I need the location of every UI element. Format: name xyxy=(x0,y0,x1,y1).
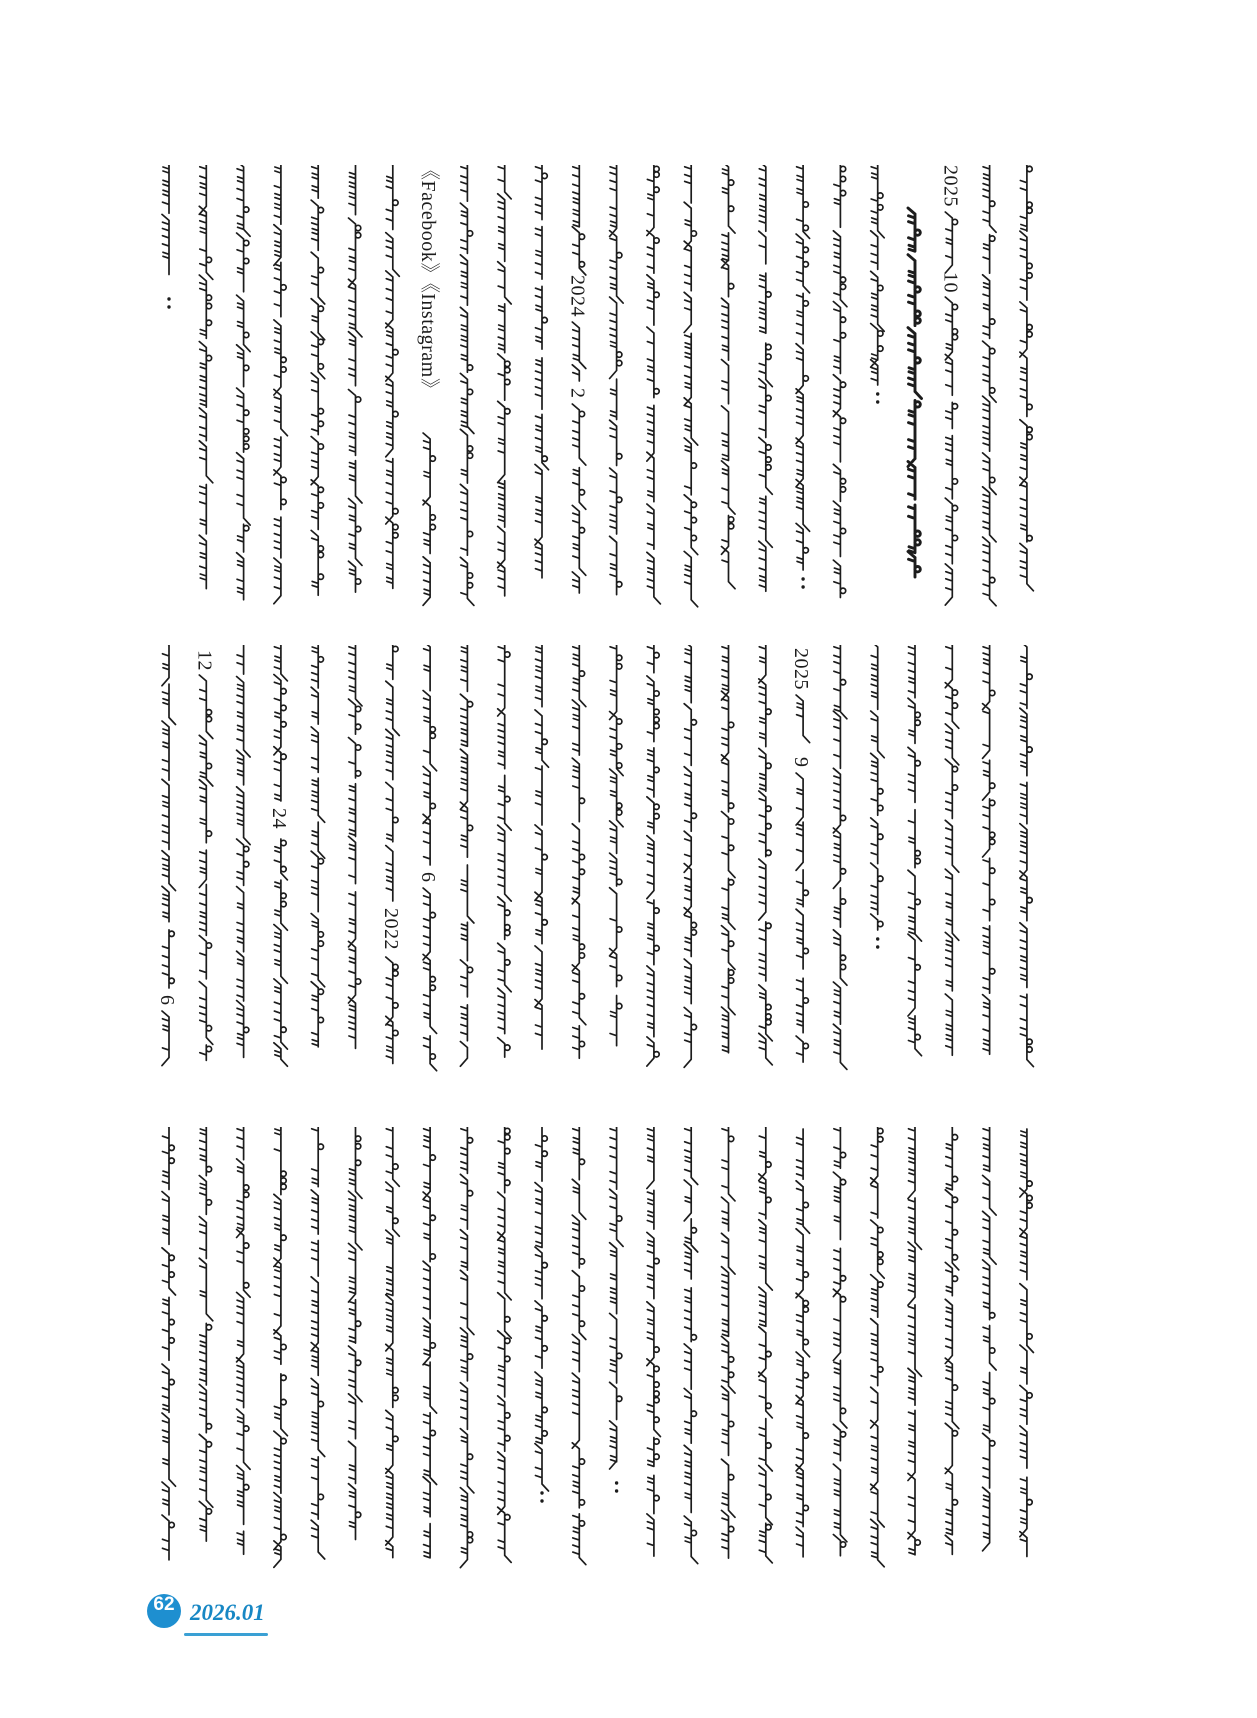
script-column xyxy=(1020,645,1034,1067)
sentence-end-dot xyxy=(540,1491,543,1494)
text-band-2 xyxy=(0,645,1257,1065)
script-column xyxy=(647,165,661,604)
issue-date: 2026.01 xyxy=(190,1600,265,1625)
sentence-end-dot xyxy=(167,297,170,300)
inline-latin-token: 9 xyxy=(790,757,813,768)
inline-latin-token: 10 xyxy=(939,272,962,293)
script-column xyxy=(535,1127,549,1503)
script-column xyxy=(237,1127,251,1554)
script-column xyxy=(722,1127,736,1558)
inline-latin-token: 2022 xyxy=(379,908,402,950)
text-band-1 xyxy=(0,160,1257,600)
script-column xyxy=(572,645,586,1058)
script-column xyxy=(237,645,251,1057)
script-column xyxy=(945,212,957,605)
script-column xyxy=(871,165,885,404)
script-column xyxy=(722,165,736,589)
script-column xyxy=(983,165,997,606)
script-column xyxy=(833,1127,847,1556)
script-column xyxy=(535,645,549,1049)
script-column xyxy=(833,645,847,1069)
inline-latin-token: 6 xyxy=(156,995,178,1006)
script-column xyxy=(349,645,363,1048)
inline-latin-token: 24 xyxy=(267,808,290,829)
script-column xyxy=(386,645,400,1064)
script-column xyxy=(498,165,512,596)
script-column xyxy=(311,1127,325,1559)
script-column xyxy=(684,645,696,1067)
sentence-end-dot xyxy=(876,400,879,403)
script-column xyxy=(460,165,474,605)
script-column xyxy=(572,165,586,593)
script-column xyxy=(386,165,400,588)
script-column xyxy=(423,645,437,1071)
script-column xyxy=(908,645,922,1056)
inline-latin-token: 2025 xyxy=(790,648,813,690)
script-column xyxy=(1020,165,1034,591)
script-column xyxy=(871,645,885,949)
script-column xyxy=(237,165,251,600)
script-column xyxy=(945,645,959,1055)
script-columns-canvas xyxy=(0,645,1257,1095)
script-column xyxy=(349,1127,363,1540)
script-column xyxy=(610,165,624,595)
inline-latin-token: 12 xyxy=(193,650,216,671)
page-number-badge xyxy=(147,1594,181,1628)
sentence-end-dot xyxy=(615,1489,618,1492)
sentence-end-dot xyxy=(540,1499,543,1502)
text-band-3 xyxy=(0,1127,1257,1560)
sentence-end-dot xyxy=(876,945,879,948)
script-column xyxy=(945,1127,959,1554)
script-column xyxy=(908,208,922,577)
issue-underline xyxy=(184,1633,268,1636)
script-column xyxy=(796,1129,810,1557)
script-columns-canvas xyxy=(0,165,1257,630)
script-column xyxy=(796,695,810,1062)
sentence-end-dot xyxy=(801,577,804,580)
script-column xyxy=(759,645,773,1065)
sentence-end-dot xyxy=(167,305,170,308)
script-column xyxy=(908,1127,922,1555)
script-column xyxy=(610,1127,624,1493)
script-column xyxy=(796,165,810,589)
script-column xyxy=(647,1127,661,1556)
script-column xyxy=(311,645,325,1047)
script-columns-canvas xyxy=(0,1127,1257,1590)
script-column xyxy=(1020,1129,1034,1557)
script-column xyxy=(983,645,995,1054)
script-column xyxy=(199,165,213,589)
script-column xyxy=(498,1127,512,1562)
script-column xyxy=(274,645,288,1066)
inline-latin-token: 6 xyxy=(417,872,440,883)
script-column xyxy=(460,645,474,1066)
script-column xyxy=(759,1127,773,1563)
sentence-end-dot xyxy=(876,392,879,395)
inline-latin-token: 2 xyxy=(566,388,589,399)
script-column xyxy=(386,1127,400,1558)
script-column xyxy=(684,165,698,607)
script-column xyxy=(722,645,736,1053)
script-column xyxy=(162,1127,176,1560)
script-column xyxy=(610,645,624,1046)
inline-latin-token: 2025 xyxy=(939,165,962,207)
script-column xyxy=(423,433,435,605)
page-number: 62 xyxy=(153,1594,175,1615)
sentence-end-dot xyxy=(876,937,879,940)
script-column xyxy=(871,1127,885,1567)
script-column xyxy=(274,165,288,604)
inline-latin-token: 《Facebook》《Instagram》 xyxy=(417,160,440,399)
script-column xyxy=(759,165,773,591)
inline-latin-token: 2024 xyxy=(566,275,589,317)
sentence-end-dot xyxy=(801,585,804,588)
script-column xyxy=(684,1127,698,1564)
script-column xyxy=(983,1127,997,1551)
script-column xyxy=(349,165,363,592)
script-column xyxy=(199,675,213,1060)
script-column xyxy=(647,645,659,1066)
script-column xyxy=(274,1127,288,1567)
script-column xyxy=(460,1127,474,1568)
script-column xyxy=(535,165,549,578)
script-column xyxy=(498,645,512,1057)
script-column xyxy=(162,165,171,309)
script-column xyxy=(311,165,325,595)
sentence-end-dot xyxy=(615,1481,618,1484)
script-column xyxy=(833,165,847,598)
script-column xyxy=(572,1127,586,1565)
script-column xyxy=(199,1127,213,1541)
script-column xyxy=(423,1127,437,1558)
